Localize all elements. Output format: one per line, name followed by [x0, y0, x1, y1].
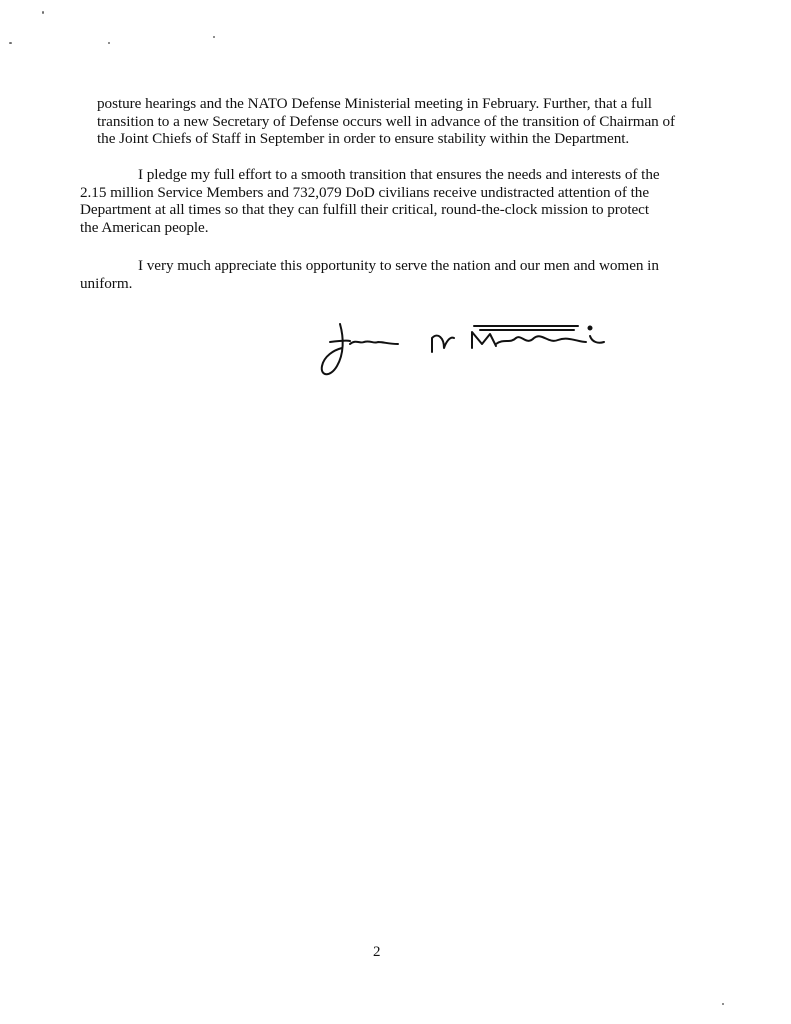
scan-speck: [9, 42, 12, 44]
letter-paragraph-2: I pledge my full effort to a smooth transition that ensures the needs and interests of the 2.15 million Service Members and 732,079 DoD civilians receive undistracted attention of the Department at all times so that they can fulfill their critical, round-the-clock mission to protect the American people.: [80, 166, 660, 236]
signature-icon: [312, 314, 612, 384]
scan-speck: [42, 11, 44, 14]
scan-speck: [213, 36, 215, 38]
page-number: 2: [373, 944, 381, 960]
scan-speck: [722, 1003, 724, 1005]
scan-speck: [108, 42, 110, 44]
letter-paragraph-3: I very much appreciate this opportunity to serve the nation and our men and women in uniform.: [80, 257, 659, 292]
letter-paragraph-1: posture hearings and the NATO Defense Ministerial meeting in February. Further, that a full transition to a new Secretary of Defense occurs well in advance of the transition of Chairman of the Joint Chiefs of Staff in September in order to ensure stability within the Department.: [97, 95, 676, 147]
